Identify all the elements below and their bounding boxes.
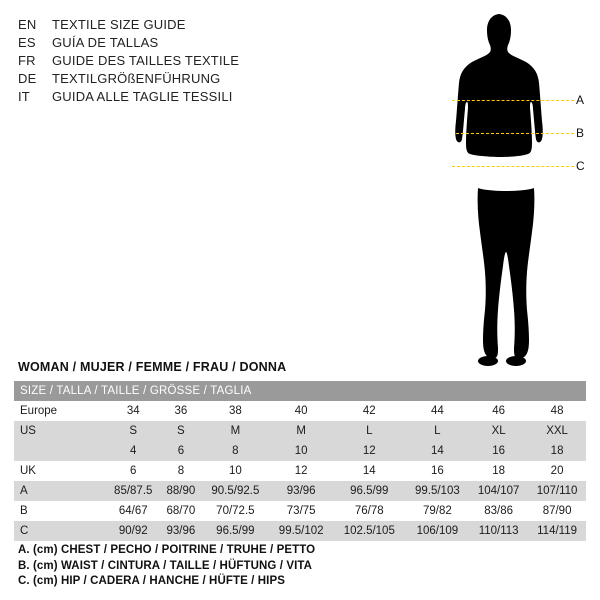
table-cell: 14 [406,441,470,461]
measure-label-a: A [576,93,585,107]
legend-language-code: ES [18,35,36,50]
table-cell: 10 [269,441,333,461]
table-cell: 96.5/99 [333,481,406,501]
row-label [14,441,106,461]
table-cell: 4 [106,441,160,461]
legend-row [18,16,318,34]
language-legend [18,16,318,106]
female-silhouette-figure [430,8,590,368]
legend-language-code: EN [18,17,37,32]
table-cell: M [201,421,269,441]
table-cell: 107/110 [528,481,586,501]
table-header-row [14,381,586,401]
footnote-b: B. (cm) WAIST / CINTURA / TAILLE / HÜFTUNG / VITA [18,559,313,572]
table-cell: 64/67 [106,501,160,521]
table-row [14,441,586,461]
legend-language-text: GUIDA ALLE TAGLIE TESSILI [52,89,233,104]
legend-language-code: IT [18,89,30,104]
table-cell: 20 [528,461,586,481]
table-cell: L [333,421,406,441]
table-cell: 12 [333,441,406,461]
table-cell: 38 [201,401,269,421]
table-cell: 73/75 [269,501,333,521]
table-cell: L [406,421,470,441]
row-label: B [14,501,106,521]
table-cell: 83/86 [469,501,528,521]
table-cell: 46 [469,401,528,421]
row-label: Europe [14,401,106,421]
row-label: C [14,521,106,541]
table-cell: 42 [333,401,406,421]
table-cell: 10 [201,461,269,481]
legend-language-text: GUÍA DE TALLAS [52,35,159,50]
table-row [14,401,586,421]
table-cell: 79/82 [406,501,470,521]
table-cell: S [160,421,201,441]
table-cell: 40 [269,401,333,421]
table-cell: 8 [160,461,201,481]
table-cell: 6 [106,461,160,481]
legend-row [18,70,318,88]
table-caption: WOMAN / MUJER / FEMME / FRAU / DONNA [18,360,287,374]
table-cell: 8 [201,441,269,461]
table-row [14,481,586,501]
table-cell: 18 [469,461,528,481]
measure-label-c: C [576,159,585,173]
table-cell: 76/78 [333,501,406,521]
table-cell: 14 [333,461,406,481]
table-cell: 88/90 [160,481,201,501]
table-row [14,461,586,481]
footnote-a: A. (cm) CHEST / PECHO / POITRINE / TRUHE / PETTO [18,544,316,556]
table-cell: 104/107 [469,481,528,501]
hip-measure-line [452,166,574,167]
table-cell: 34 [106,401,160,421]
table-cell: 87/90 [528,501,586,521]
table-cell: 114/119 [528,521,586,541]
legend-row [18,52,318,70]
table-cell: 70/72.5 [201,501,269,521]
table-cell: 68/70 [160,501,201,521]
legend-language-code: FR [18,53,36,68]
table-cell: 106/109 [406,521,470,541]
table-cell: 18 [528,441,586,461]
table-cell: XL [469,421,528,441]
silhouette-icon [430,8,590,368]
table-cell: 93/96 [269,481,333,501]
table-cell: 99.5/103 [406,481,470,501]
size-table [14,381,586,541]
footnote-c: C. (cm) HIP / CADERA / HANCHE / HÜFTE / HIPS [18,575,286,587]
row-label: UK [14,461,106,481]
table-cell: 93/96 [160,521,201,541]
table-row [14,421,586,441]
row-label: US [14,421,106,441]
legend-language-text: TEXTILE SIZE GUIDE [52,17,186,32]
table-cell: 6 [160,441,201,461]
legend-language-text: GUIDE DES TAILLES TEXTILE [52,53,240,68]
waist-measure-line [456,133,574,134]
table-cell: XXL [528,421,586,441]
table-cell: 44 [406,401,470,421]
row-label: A [14,481,106,501]
table-cell: 99.5/102 [269,521,333,541]
measure-label-b: B [576,126,585,140]
table-header-label: SIZE / TALLA / TAILLE / GRÖSSE / TAGLIA [20,385,252,397]
table-cell: 48 [528,401,586,421]
table-cell: 110/113 [469,521,528,541]
table-cell: 85/87.5 [106,481,160,501]
table-cell: S [106,421,160,441]
table-cell: 36 [160,401,201,421]
chest-measure-line [452,100,574,101]
table-cell: 90/92 [106,521,160,541]
table-cell: 16 [469,441,528,461]
legend-row [18,88,318,106]
table-cell: 90.5/92.5 [201,481,269,501]
measurement-footnotes [18,543,315,590]
table-cell: 16 [406,461,470,481]
legend-language-text: TEXTILGRÖßENFÜHRUNG [52,71,221,86]
table-cell: 96.5/99 [201,521,269,541]
table-cell: 102.5/105 [333,521,406,541]
table-row [14,521,586,541]
table-cell: M [269,421,333,441]
table-row [14,501,586,521]
legend-language-code: DE [18,71,37,86]
table-cell: 12 [269,461,333,481]
legend-row [18,34,318,52]
